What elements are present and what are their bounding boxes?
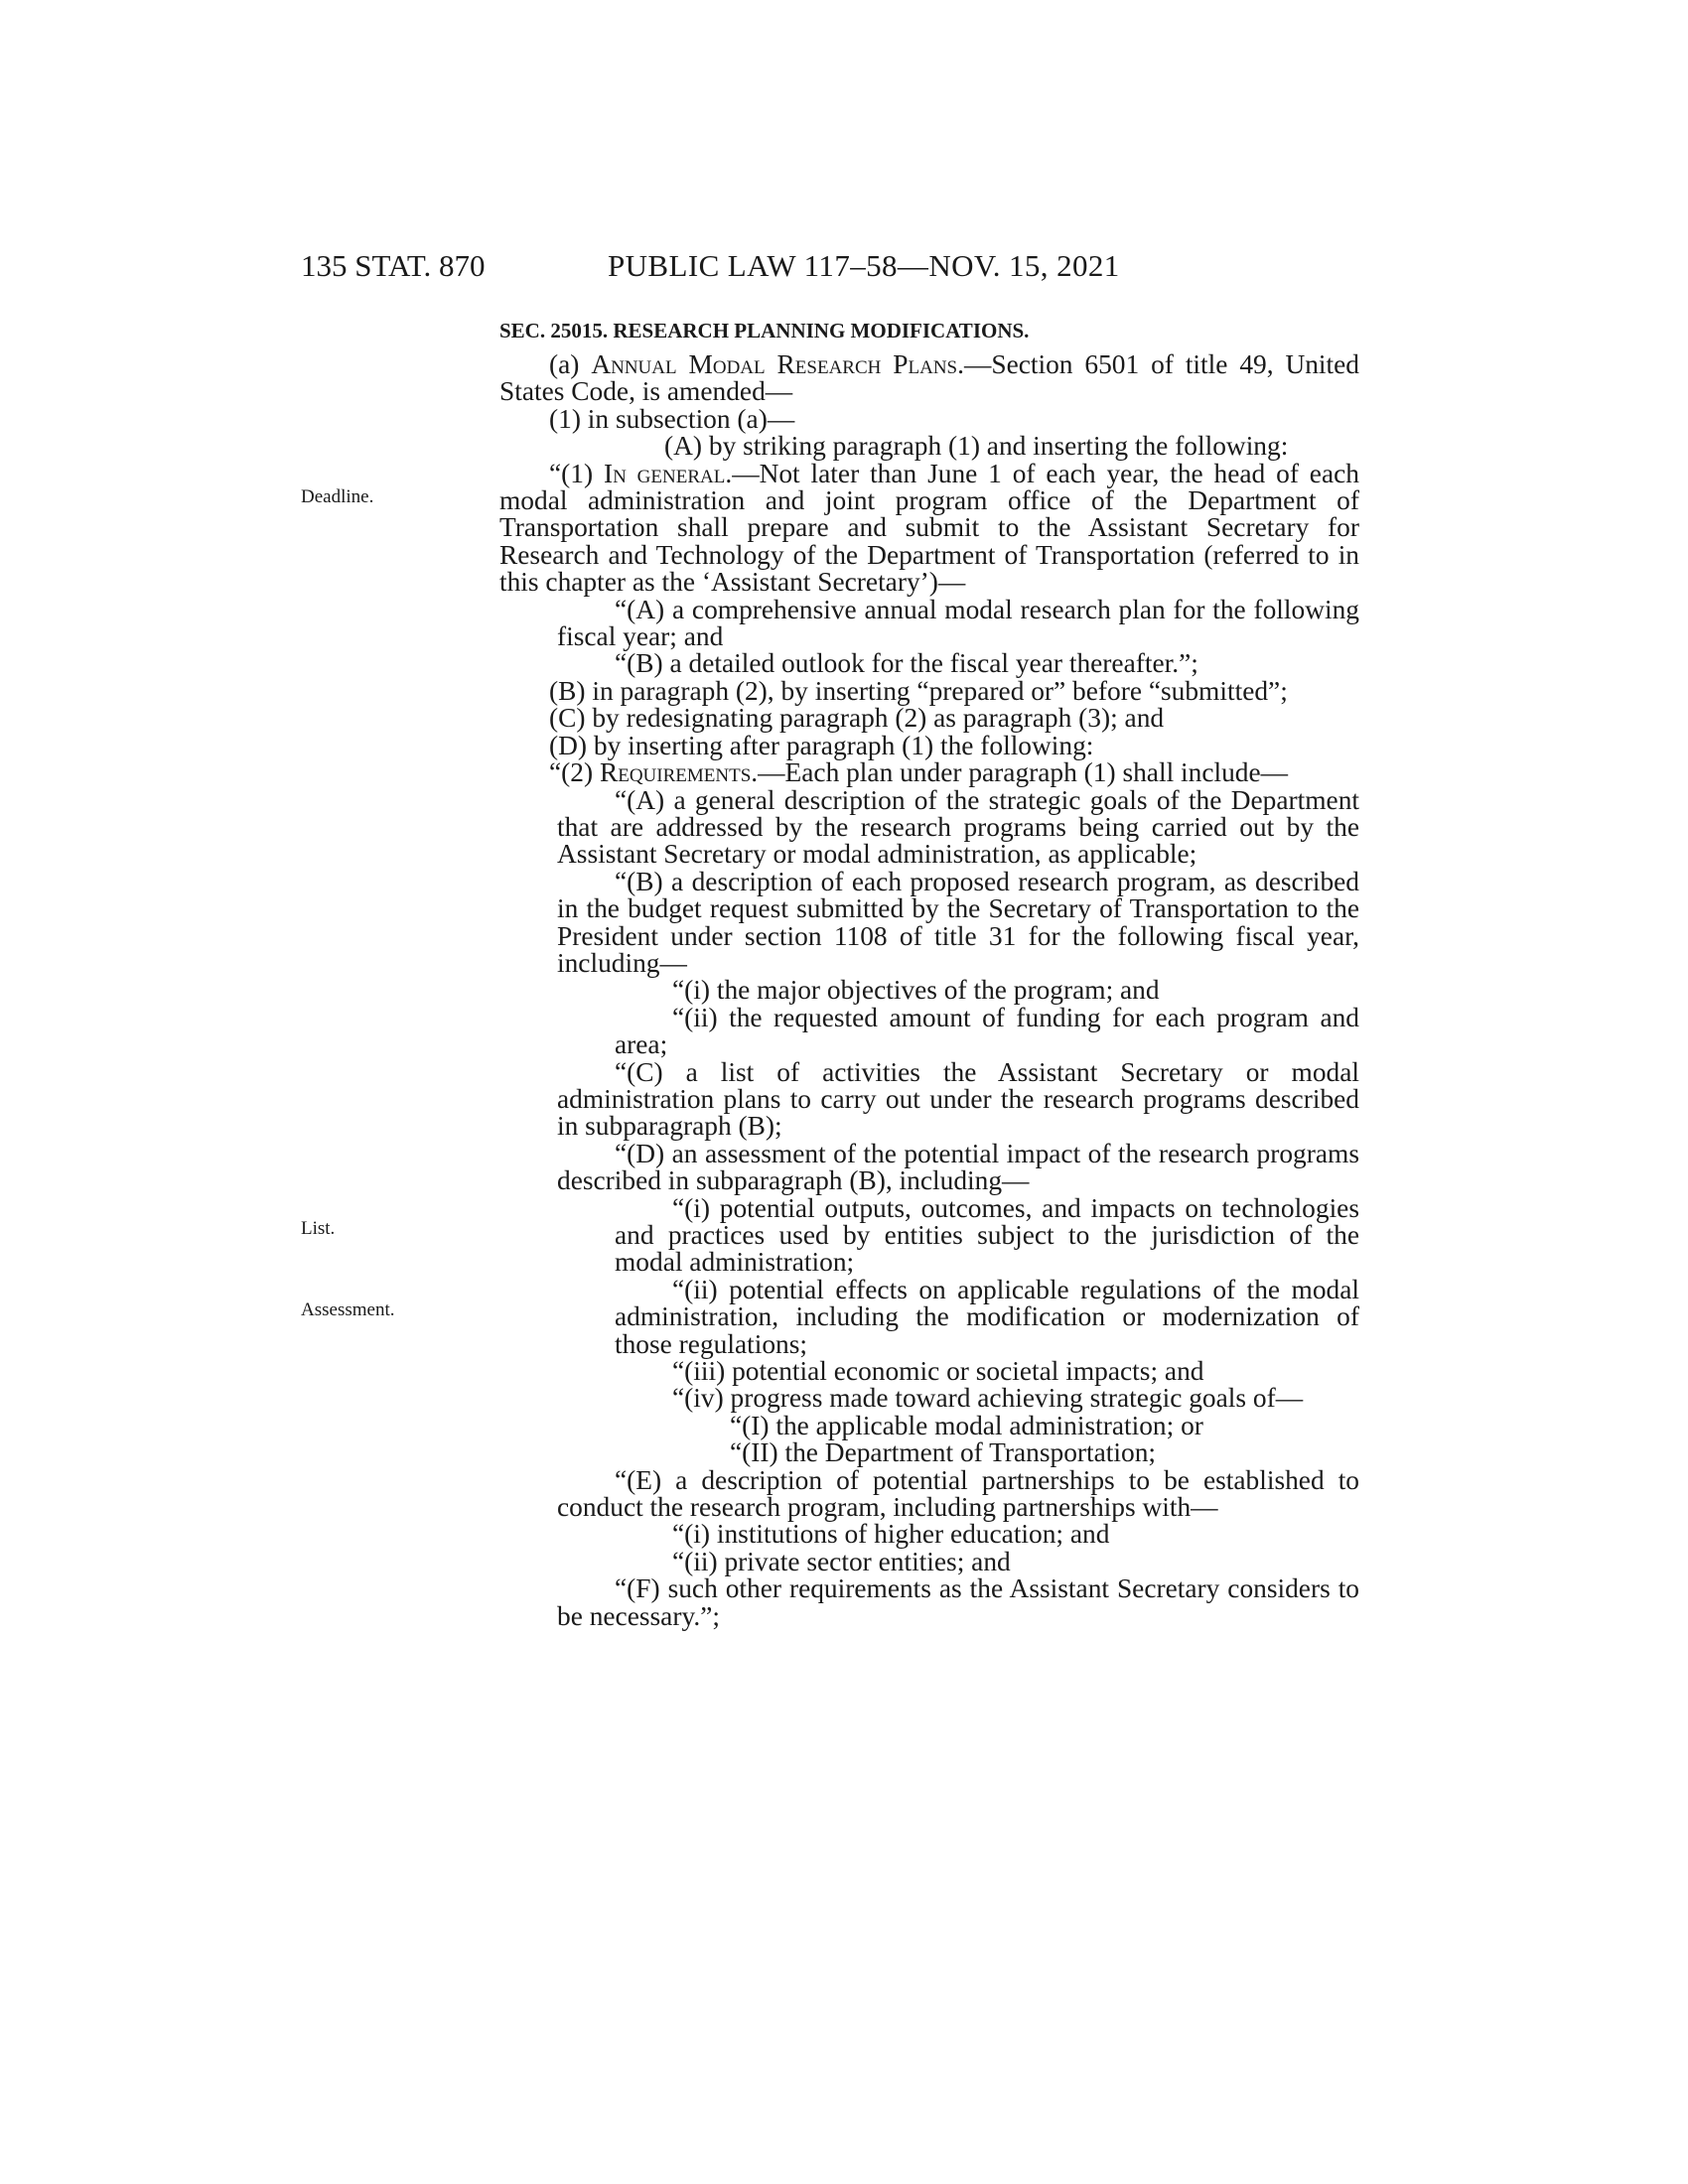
- quoted-2D-iv-II: “(II) the Department of Transportation;: [730, 1437, 1157, 1468]
- margin-note-deadline: Deadline.: [301, 486, 374, 507]
- quoted-2E-i: “(i) institutions of higher education; and: [672, 1519, 1110, 1550]
- quoted-2D-i: “(i) potential outputs, outcomes, and impacts on technologies and practices used by entities subject to the jurisdiction of the modal administration;: [615, 1192, 1359, 1278]
- subsection-a-heading: Annual Modal Research Plans: [591, 349, 958, 379]
- subparagraph-C: (C) by redesignating paragraph (2) as paragraph (3); and: [549, 703, 1165, 734]
- quoted-2D-iv-I: “(I) the applicable modal administration; or: [730, 1410, 1203, 1440]
- quoted-paragraph-2-heading: Requirements: [599, 757, 752, 788]
- margin-note-list: List.: [301, 1218, 336, 1239]
- quoted-2B: “(B) a description of each proposed research program, as described in the budget request submitted by the Secretary of Transportation to the President under section 1108 of title 31 for the following fiscal year, including—: [557, 866, 1359, 978]
- quoted-paragraph-2-text: .—Each plan under paragraph (1) shall include—: [751, 757, 1289, 788]
- quoted-2D: “(D) an assessment of the potential impact of the research programs described in subparagraph (B), including—: [557, 1138, 1359, 1196]
- quoted-1B: “(B) a detailed outlook for the fiscal year thereafter.”;: [615, 648, 1198, 679]
- quoted-2B-i: “(i) the major objectives of the program; and: [672, 975, 1160, 1006]
- margin-note-assessment: Assessment.: [301, 1299, 395, 1320]
- subparagraph-D: (D) by inserting after paragraph (1) the following:: [549, 730, 1094, 760]
- subsection-a-lead: (a): [549, 349, 592, 379]
- quoted-paragraph-1: [499, 458, 1359, 598]
- quoted-2D-ii: “(ii) potential effects on applicable regulations of the modal administration, including the modification or modernization of those regulations;: [615, 1274, 1359, 1359]
- quoted-2B-ii: “(ii) the requested amount of funding for each program and area;: [615, 1002, 1359, 1060]
- section-title: SEC. 25015. RESEARCH PLANNING MODIFICATIONS.: [499, 319, 1030, 342]
- quoted-paragraph-2-lead: “(2): [549, 757, 600, 788]
- quoted-paragraph-1-lead: “(1): [549, 458, 604, 488]
- subparagraph-A: (A) by striking paragraph (1) and inserting the following:: [664, 431, 1289, 462]
- subparagraph-B: (B) in paragraph (2), by inserting “prepared or” before “submitted”;: [549, 675, 1288, 706]
- quoted-2D-iv: “(iv) progress made toward achieving strategic goals of—: [672, 1383, 1304, 1414]
- quoted-2A: “(A) a general description of the strategic goals of the Department that are addressed by the research programs being carried out by the Assistant Secretary or modal administration, as applicable;: [557, 784, 1359, 870]
- paragraph-1: (1) in subsection (a)—: [549, 403, 795, 434]
- quoted-2E: “(E) a description of potential partnerships to be established to conduct the research program, including partnerships with—: [557, 1464, 1359, 1523]
- quoted-paragraph-1-text: .—Not later than June 1 of each year, the head of each modal administration and joint program office of the Department of Transportation shall prepare and submit to the Assistant Secretary for Research and Technology of the Department of Transportation (referred to in this chapter as the ‘Assistant Secretary’)—: [499, 458, 1359, 598]
- quoted-paragraph-2: [499, 759, 1359, 786]
- quoted-2F: “(F) such other requirements as the Assistant Secretary considers to be necessary.”;: [557, 1573, 1359, 1631]
- document-body: [499, 318, 1359, 1630]
- quoted-2E-ii: “(ii) private sector entities; and: [672, 1546, 1011, 1576]
- public-law-citation: PUBLIC LAW 117–58—NOV. 15, 2021: [608, 248, 1120, 283]
- page-header: [301, 246, 1204, 286]
- quoted-2D-iii: “(iii) potential economic or societal impacts; and: [672, 1356, 1204, 1387]
- quoted-1A: “(A) a comprehensive annual modal research plan for the following fiscal year; and: [557, 594, 1359, 652]
- subsection-a: [499, 351, 1359, 406]
- quoted-paragraph-1-heading: In general: [603, 458, 726, 488]
- stat-page-reference: 135 STAT. 870: [301, 248, 486, 283]
- subsection-a-text: .—Section 6501 of title 49, United States Code, is amended—: [499, 349, 1360, 407]
- quoted-2C: “(C) a list of activities the Assistant Secretary or modal administration plans to carry out under the research programs described in subparagraph (B);: [557, 1056, 1359, 1142]
